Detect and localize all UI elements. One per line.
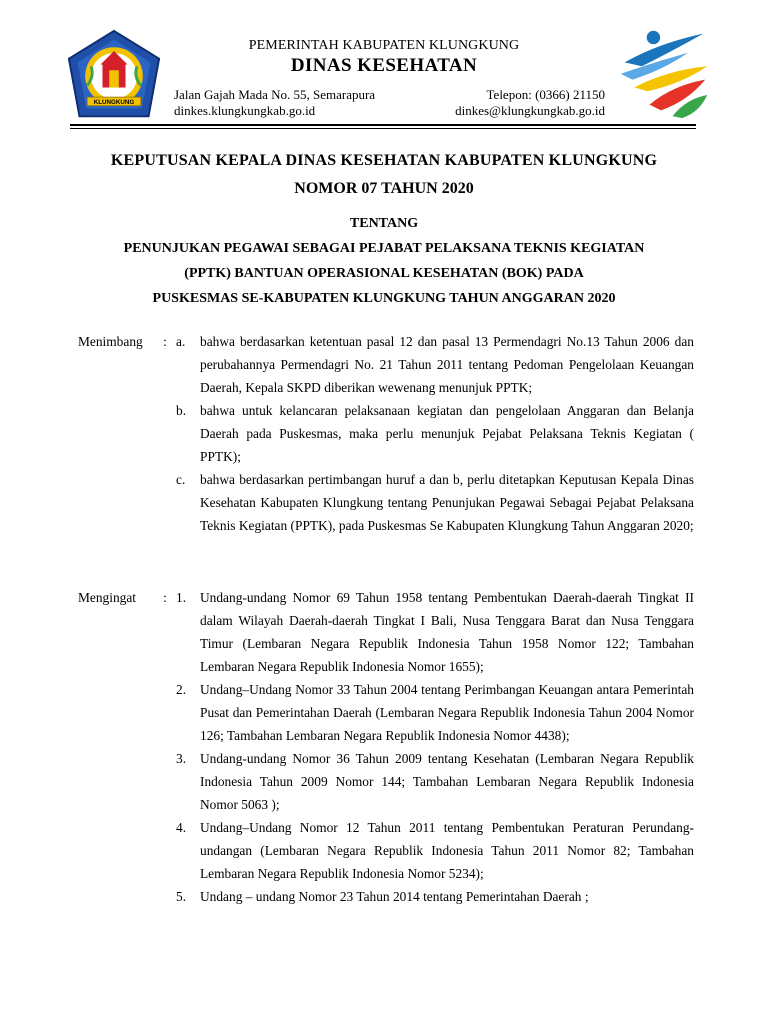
decree-title: KEPUTUSAN KEPALA DINAS KESEHATAN KABUPATEN KLUNGKUNG (110, 152, 658, 169)
department-name: DINAS KESEHATAN (290, 55, 478, 76)
item-marker: 4. (176, 820, 187, 835)
decree-subject-line-2: (PPTK) BANTUAN OPERASIONAL KESEHATAN (BOK) PADA (184, 266, 584, 281)
decree-subject-line-1: PENUNJUKAN PEGAWAI SEBAGAI PEJABAT PELAKSANA TEKNIS KEGIATAN (123, 241, 645, 256)
government-name: PEMERINTAH KABUPATEN KLUNGKUNG (248, 38, 520, 53)
item-text: Undang–Undang Nomor 12 Tahun 2011 tentang Pembentukan Peraturan Perundang-undangan (Lembaran Negara Republik Indonesia Tahun 2011 Nomor 82; Tambahan Lembaran Negara Republik Indonesia Nomor 5234); (200, 820, 694, 881)
item-text: bahwa untuk kelancaran pelaksanaan kegiatan dan pengelolaan Anggaran dan Belanja Daerah pada Puskesmas, maka perlu menunjuk Pejabat Pelaksana Teknis Kegiatan ( PPTK); (200, 403, 694, 464)
section-colon: : (163, 334, 167, 349)
item-text: bahwa berdasarkan pertimbangan huruf a dan b, perlu ditetapkan Keputusan Kepala Dinas Kesehatan Kabupaten Klungkung tentang Penunjukan Pegawai Sebagai Pejabat Pelaksana Teknis Kegiatan (PPTK), pada Puskesmas Se Kabupaten Klungkung Tahun Anggaran 2020; (200, 472, 694, 533)
item-text: Undang-undang Nomor 36 Tahun 2009 tentang Kesehatan (Lembaran Negara Republik Indonesia Tahun 2009 Nomor 144; Tambahan Lembaran Negara Republik Indonesia Nomor 5063 ); (200, 751, 694, 812)
mengingat-list (176, 586, 694, 908)
menimbang-section (78, 330, 694, 537)
item-marker: 3. (176, 751, 187, 766)
item-text: Undang-undang Nomor 69 Tahun 1958 tentang Pembentukan Daerah-daerah Tingkat II dalam Wilayah Daerah-daerah Tingkat I Bali, Nusa Tenggara Barat dan Nusa Tenggara Timur (Lembaran Negara Republik Indonesia Tahun 1958 Nomor 122; Tambahan Lembaran Negara Republik Indonesia Nomor 1655); (200, 590, 694, 674)
list-item (176, 330, 694, 399)
office-address: Jalan Gajah Mada No. 55, Semarapura (174, 87, 376, 102)
item-marker: a. (176, 334, 186, 349)
office-phone: Telepon: (0366) 21150 (486, 87, 605, 102)
list-item (176, 468, 694, 537)
section-label: Mengingat (78, 590, 137, 605)
item-marker: 2. (176, 682, 187, 697)
decree-about: TENTANG (349, 216, 419, 231)
letterhead-rule-thick (70, 124, 696, 126)
list-item (176, 678, 694, 747)
item-marker: 1. (176, 590, 187, 605)
mengingat-section (78, 586, 694, 908)
decree-number: NOMOR 07 TAHUN 2020 (294, 180, 474, 197)
list-item (176, 399, 694, 468)
item-marker: c. (176, 472, 186, 487)
office-email: dinkes@klungkungkab.go.id (455, 103, 605, 118)
office-website: dinkes.klungkungkab.go.id (174, 103, 316, 118)
section-label: Menimbang (78, 334, 143, 349)
item-text: Undang – undang Nomor 23 Tahun 2014 tentang Pemerintahan Daerah ; (200, 889, 589, 904)
list-item (176, 885, 694, 908)
item-text: bahwa berdasarkan ketentuan pasal 12 dan pasal 13 Permendagri No.13 Tahun 2006 dan perubahannya Permendagri No. 21 Tahun 2011 tentang Pedoman Pengelolaan Keuangan Daerah, Kepala SKPD diberikan wewenang menunjuk PPTK; (200, 334, 694, 395)
item-text: Undang–Undang Nomor 33 Tahun 2004 tentang Perimbangan Keuangan antara Pemerintah Pusat dan Pemerintahan Daerah (Lembaran Negara Republik Indonesia Tahun 2004 Nomor 126; Tambahan Lembaran Negara Republik Indonesia Nomor 4438); (200, 682, 694, 743)
list-item (176, 747, 694, 816)
item-marker: b. (176, 403, 187, 418)
section-colon: : (163, 590, 167, 605)
crest-banner-text: KLUNGKUNG (93, 98, 135, 106)
letterhead-rule-thin (70, 128, 696, 129)
list-item (176, 816, 694, 885)
menimbang-list (176, 330, 694, 537)
decree-subject-line-3: PUSKESMAS SE-KABUPATEN KLUNGKUNG TAHUN ANGGARAN 2020 (152, 291, 616, 306)
item-marker: 5. (176, 889, 187, 904)
list-item (176, 586, 694, 678)
